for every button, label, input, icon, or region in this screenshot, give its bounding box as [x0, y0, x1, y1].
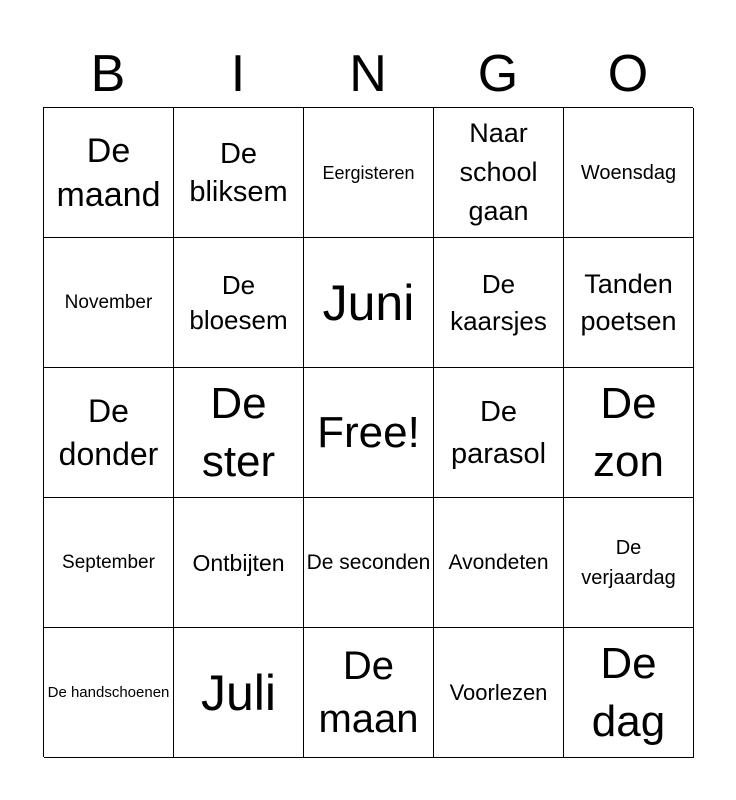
bingo-cell[interactable]: [434, 108, 564, 238]
cell-label: Juli: [200, 664, 277, 721]
cell-label: Tanden poetsen: [580, 268, 677, 336]
bingo-cell-free[interactable]: [304, 368, 434, 498]
cell-label: De kaarsjes: [450, 268, 547, 336]
bingo-header: [43, 40, 693, 108]
cell-label: De bliksem: [189, 137, 288, 208]
header-letter-i: I: [230, 45, 246, 103]
bingo-card: [43, 107, 693, 757]
bingo-cell[interactable]: [174, 368, 304, 498]
cell-label: De maan: [318, 643, 419, 741]
bingo-cell[interactable]: [304, 628, 434, 758]
bingo-cell[interactable]: [304, 108, 434, 238]
bingo-cell[interactable]: [434, 628, 564, 758]
cell-label: September: [62, 551, 155, 573]
cell-label: Juni: [322, 274, 415, 331]
bingo-cell[interactable]: [564, 238, 694, 368]
bingo-cell[interactable]: [44, 238, 174, 368]
bingo-cell[interactable]: [564, 628, 694, 758]
cell-label: De verjaardag: [581, 536, 676, 589]
header-letter-b: B: [90, 45, 126, 103]
cell-label: Ontbijten: [192, 549, 285, 576]
bingo-cell[interactable]: [304, 238, 434, 368]
bingo-cell[interactable]: [44, 498, 174, 628]
cell-label: De ster: [201, 378, 276, 486]
bingo-cell[interactable]: [44, 368, 174, 498]
cell-label: Naar school gaan: [459, 118, 538, 226]
cell-label: De dag: [591, 638, 666, 746]
header-letter-n: N: [349, 45, 387, 103]
cell-label: De bloesem: [189, 269, 288, 335]
cell-label: De zon: [593, 378, 664, 486]
bingo-cell[interactable]: [304, 498, 434, 628]
bingo-cell[interactable]: [44, 108, 174, 238]
header-letter-o: O: [607, 45, 649, 103]
cell-label: Voorlezen: [449, 679, 548, 705]
cell-label: De maand: [56, 131, 161, 214]
bingo-cell[interactable]: [564, 368, 694, 498]
free-space-label: Free!: [317, 407, 420, 457]
bingo-cell[interactable]: [564, 498, 694, 628]
cell-label: De seconden: [306, 550, 431, 574]
header-letter-g: G: [477, 45, 519, 103]
bingo-cell[interactable]: [564, 108, 694, 238]
bingo-cell[interactable]: [44, 628, 174, 758]
cell-label: De parasol: [450, 395, 547, 470]
cell-label: De donder: [58, 392, 159, 472]
cell-label: Eergisteren: [322, 162, 415, 183]
cell-label: De handschoenen: [47, 684, 170, 701]
bingo-cell[interactable]: [434, 238, 564, 368]
bingo-cell[interactable]: [434, 368, 564, 498]
bingo-cell[interactable]: [434, 498, 564, 628]
bingo-cell[interactable]: [174, 108, 304, 238]
cell-label: Avondeten: [448, 550, 549, 574]
cell-label: Woensdag: [580, 161, 677, 184]
bingo-cell[interactable]: [174, 628, 304, 758]
cell-label: November: [64, 291, 153, 313]
bingo-cell[interactable]: [174, 498, 304, 628]
bingo-cell[interactable]: [174, 238, 304, 368]
